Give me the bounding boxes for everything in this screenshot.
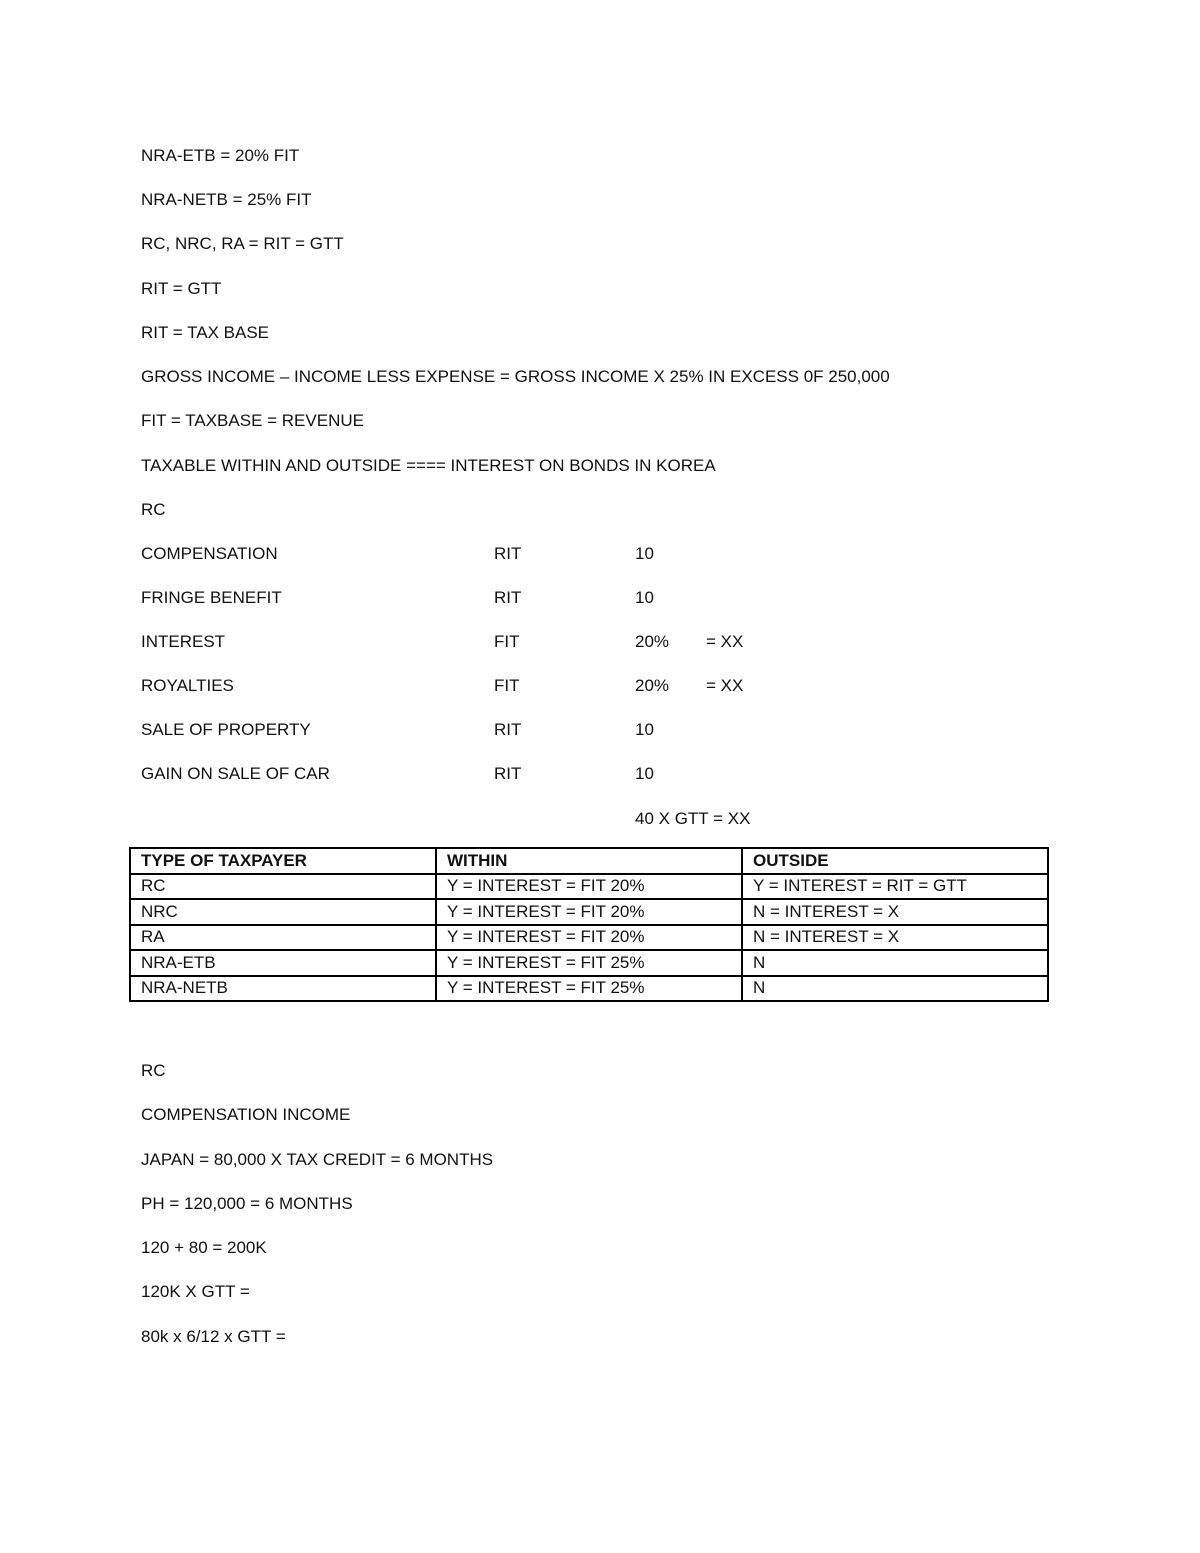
table-cell: Y = INTEREST = FIT 20% [436,925,742,951]
income-value: 10 [635,764,654,783]
income-row [141,588,841,608]
note-line: PH = 120,000 = 6 MONTHS [141,1194,353,1213]
income-total-row [141,809,841,829]
income-value: 20% [635,676,670,695]
note-line: NRA-ETB = 20% FIT [141,146,300,165]
income-type: RIT [494,764,522,783]
income-item: SALE OF PROPERTY [141,720,311,739]
note-line: FIT = TAXBASE = REVENUE [141,411,364,430]
table-cell: N = INTEREST = X [742,925,1048,951]
table-row [130,874,1048,900]
table-cell: N [742,950,1048,976]
income-type: RIT [494,720,522,739]
note-line: TAXABLE WITHIN AND OUTSIDE ==== INTEREST ON BONDS IN KOREA [141,456,716,475]
note-line: 120K X GTT = [141,1282,250,1301]
column-header-type: TYPE OF TAXPAYER [130,848,436,874]
table-cell: Y = INTEREST = FIT 25% [436,950,742,976]
note-line: RIT = GTT [141,279,222,298]
column-header-outside: OUTSIDE [742,848,1048,874]
income-row [141,676,841,696]
table-cell: N = INTEREST = X [742,899,1048,925]
note-line: 80k x 6/12 x GTT = [141,1327,286,1346]
table-cell: Y = INTEREST = RIT = GTT [742,874,1048,900]
table-row [130,899,1048,925]
table-cell: RC [130,874,436,900]
income-type: RIT [494,544,522,563]
taxpayer-table [129,847,1049,1002]
income-item: ROYALTIES [141,676,234,695]
income-item: COMPENSATION [141,544,278,563]
table-cell: N [742,976,1048,1002]
note-line: JAPAN = 80,000 X TAX CREDIT = 6 MONTHS [141,1150,494,1169]
income-total: 40 X GTT = XX [635,809,751,828]
table-cell: NRC [130,899,436,925]
table-cell: Y = INTEREST = FIT 20% [436,874,742,900]
note-line: RIT = TAX BASE [141,323,270,342]
income-row [141,632,841,652]
income-type: FIT [494,632,520,651]
income-row [141,720,841,740]
section-heading: RC [141,500,166,519]
income-result: = XX [706,676,744,695]
table-cell: Y = INTEREST = FIT 25% [436,976,742,1002]
income-item: GAIN ON SALE OF CAR [141,764,330,783]
table-cell: NRA-ETB [130,950,436,976]
table-row [130,925,1048,951]
note-line: NRA-NETB = 25% FIT [141,190,312,209]
income-item: INTEREST [141,632,226,651]
income-value: 10 [635,544,654,563]
table-row [130,950,1048,976]
table-cell: NRA-NETB [130,976,436,1002]
table-cell: RA [130,925,436,951]
income-value: 10 [635,720,654,739]
income-result: = XX [706,632,744,651]
section-heading: RC [141,1061,166,1080]
column-header-within: WITHIN [436,848,742,874]
note-line: RC, NRC, RA = RIT = GTT [141,234,344,253]
note-line: COMPENSATION INCOME [141,1105,351,1124]
income-value: 20% [635,632,670,651]
income-type: FIT [494,676,520,695]
table-cell: Y = INTEREST = FIT 20% [436,899,742,925]
income-row [141,544,841,564]
table-header-row [130,848,1048,874]
table-row [130,976,1048,1002]
income-value: 10 [635,588,654,607]
note-line: GROSS INCOME – INCOME LESS EXPENSE = GROSS INCOME X 25% IN EXCESS 0F 250,000 [141,367,890,386]
income-type: RIT [494,588,522,607]
income-item: FRINGE BENEFIT [141,588,282,607]
note-line: 120 + 80 = 200K [141,1238,267,1257]
income-row [141,764,841,784]
